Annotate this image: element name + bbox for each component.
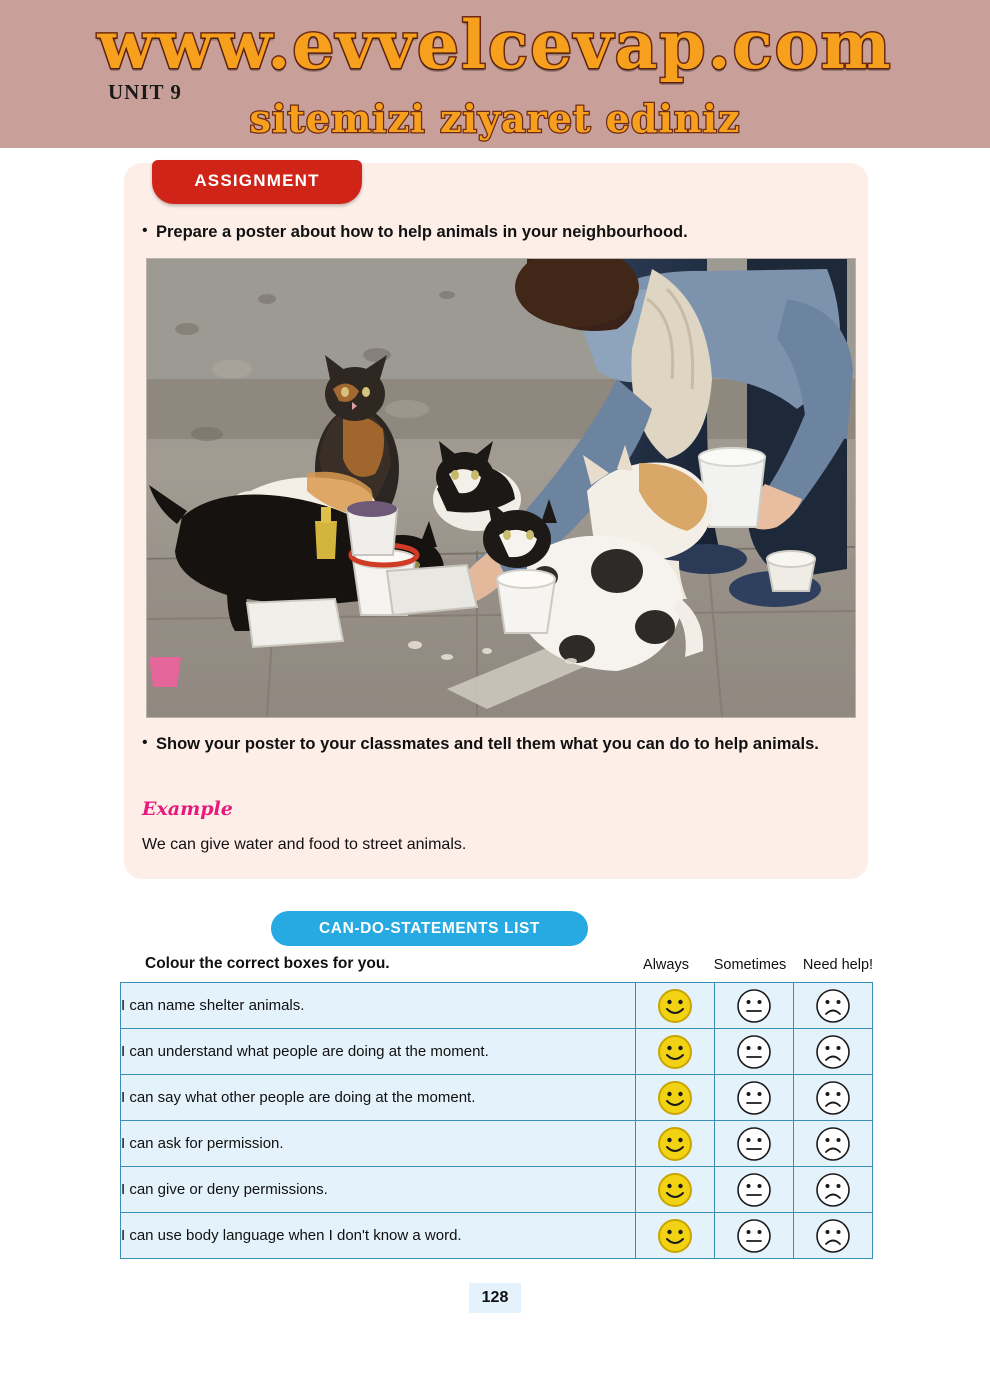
assignment-tab [152, 160, 362, 204]
smile-face-icon[interactable] [636, 1167, 714, 1212]
sad-face-icon[interactable] [794, 1121, 872, 1166]
example-sentence: We can give water and food to street animals. [142, 836, 467, 853]
smile-face-icon[interactable] [636, 1213, 714, 1258]
can-do-cell-always[interactable] [636, 1121, 715, 1167]
sad-face-icon[interactable] [794, 1167, 872, 1212]
street-cats-photo [146, 258, 856, 718]
assignment-tab-label: ASSIGNMENT [194, 171, 320, 190]
neutral-face-icon[interactable] [715, 1167, 793, 1212]
can-do-cell-always[interactable] [636, 1029, 715, 1075]
page-number: 128 [469, 1283, 521, 1313]
neutral-face-icon[interactable] [715, 1029, 793, 1074]
can-do-statement-text: I can say what other people are doing at the moment. [121, 1075, 636, 1121]
can-do-cell-sometimes[interactable] [715, 1075, 794, 1121]
neutral-face-icon[interactable] [715, 1121, 793, 1166]
table-row [121, 1167, 873, 1213]
column-header-need-help: Need help! [802, 957, 874, 973]
can-do-statement-text: I can name shelter animals. [121, 983, 636, 1029]
can-do-cell-always[interactable] [636, 1167, 715, 1213]
neutral-face-icon[interactable] [715, 983, 793, 1028]
can-do-statements-table [120, 982, 873, 1259]
can-do-cell-need-help[interactable] [794, 1075, 873, 1121]
watermark-site-url: www.evvelcevap.com [97, 6, 893, 84]
smile-face-icon[interactable] [636, 1029, 714, 1074]
smile-face-icon[interactable] [636, 983, 714, 1028]
can-do-cell-need-help[interactable] [794, 1213, 873, 1259]
can-do-cell-sometimes[interactable] [715, 1167, 794, 1213]
can-do-cell-sometimes[interactable] [715, 983, 794, 1029]
can-do-cell-need-help[interactable] [794, 1121, 873, 1167]
can-do-cell-need-help[interactable] [794, 1029, 873, 1075]
table-row [121, 1029, 873, 1075]
column-header-always: Always [643, 957, 689, 973]
assignment-bullet-1-text: Prepare a poster about how to help animals in your neighbourhood. [156, 223, 688, 241]
assignment-bullet-2 [142, 731, 842, 758]
neutral-face-icon[interactable] [715, 1213, 793, 1258]
sad-face-icon[interactable] [794, 1075, 872, 1120]
table-row [121, 1213, 873, 1259]
sad-face-icon[interactable] [794, 983, 872, 1028]
can-do-cell-always[interactable] [636, 983, 715, 1029]
can-do-statement-text: I can understand what people are doing at the moment. [121, 1029, 636, 1075]
can-do-cell-sometimes[interactable] [715, 1029, 794, 1075]
can-do-statement-text: I can ask for permission. [121, 1121, 636, 1167]
table-row [121, 1075, 873, 1121]
can-do-statement-text: I can give or deny permissions. [121, 1167, 636, 1213]
can-do-cell-need-help[interactable] [794, 983, 873, 1029]
watermark-subtitle: sitemizi ziyaret ediniz [249, 96, 741, 141]
can-do-cell-need-help[interactable] [794, 1167, 873, 1213]
table-row [121, 983, 873, 1029]
watermark-banner [0, 0, 990, 148]
sad-face-icon[interactable] [794, 1213, 872, 1258]
column-header-sometimes: Sometimes [713, 957, 787, 973]
can-do-statements-header [271, 911, 588, 946]
bullet-dot-icon: • [142, 222, 148, 239]
example-label: Example [142, 798, 233, 820]
table-row [121, 1121, 873, 1167]
smile-face-icon[interactable] [636, 1075, 714, 1120]
neutral-face-icon[interactable] [715, 1075, 793, 1120]
can-do-statements-label: CAN-DO-STATEMENTS LIST [319, 920, 540, 937]
smile-face-icon[interactable] [636, 1121, 714, 1166]
colour-instruction: Colour the correct boxes for you. [145, 955, 390, 972]
assignment-bullet-1 [142, 219, 842, 246]
can-do-cell-always[interactable] [636, 1213, 715, 1259]
unit-label: UNIT 9 [108, 80, 182, 104]
can-do-cell-sometimes[interactable] [715, 1121, 794, 1167]
sad-face-icon[interactable] [794, 1029, 872, 1074]
bullet-dot-icon: • [142, 734, 148, 751]
assignment-bullet-2-text: Show your poster to your classmates and tell them what you can do to help animals. [156, 735, 819, 753]
can-do-cell-sometimes[interactable] [715, 1213, 794, 1259]
can-do-statement-text: I can use body language when I don't know a word. [121, 1213, 636, 1259]
can-do-cell-always[interactable] [636, 1075, 715, 1121]
